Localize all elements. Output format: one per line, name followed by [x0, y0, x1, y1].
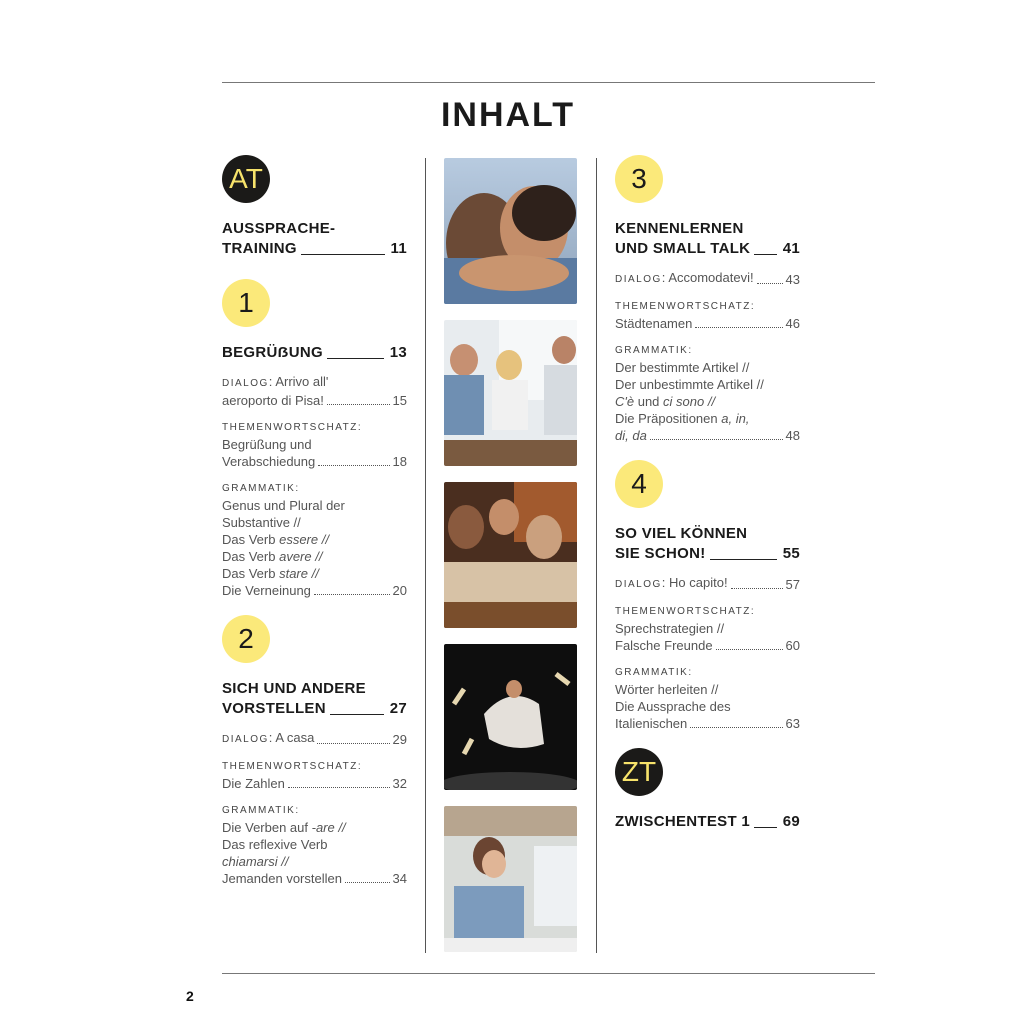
entry-text: Arrivo all' [275, 374, 329, 389]
section-1-entries [222, 373, 407, 599]
entry-text: Das Verb [222, 566, 280, 581]
dialog-entry[interactable]: DIALOG: Accomodatevi! 43 [615, 270, 800, 287]
entry-text: Begrüßung und [222, 437, 312, 452]
photo-meeting [444, 320, 577, 466]
entry-text-italic: chiamarsi // [222, 854, 289, 869]
badge-3: 3 [615, 155, 663, 203]
theme-entry[interactable] [615, 298, 800, 332]
entry-label: DIALOG [615, 274, 662, 285]
theme-entry[interactable] [222, 758, 407, 792]
page-ref: 55 [782, 545, 800, 562]
entry-label: THEMENWORTSCHATZ: [222, 761, 363, 772]
section-title-aussprache[interactable] [222, 219, 407, 259]
entry-text-italic: essere // [279, 532, 329, 547]
page-ref: 18 [392, 454, 407, 469]
photo-hug [444, 158, 577, 304]
entry-text: Italienischen [615, 716, 688, 731]
dot-leader [317, 743, 389, 744]
grammar-entry[interactable] [615, 342, 800, 444]
leader-line [301, 254, 385, 255]
badge-4: 4 [615, 460, 663, 508]
dot-leader [327, 404, 390, 405]
badge-1: 1 [222, 279, 270, 327]
dot-leader [716, 649, 783, 650]
entry-text-italic: stare // [279, 566, 319, 581]
section-title-line: TRAINING [222, 240, 297, 257]
entry-label: GRAMMATIK: [615, 667, 693, 678]
section-title-begruessung[interactable] [222, 343, 407, 363]
entry-label: DIALOG [222, 734, 269, 745]
entry-text-italic: ci sono // [663, 394, 716, 409]
entry-text: Ho capito! [669, 575, 728, 590]
section-title-line: KENNENLERNEN [615, 220, 744, 237]
grammar-entry[interactable] [222, 480, 407, 599]
section-4-entries [615, 574, 800, 732]
entry-text: Jemanden vorstellen [222, 871, 342, 886]
entry-text: Substantive // [222, 515, 301, 530]
theme-entry[interactable] [222, 419, 407, 470]
section-title-line: SIE SCHON! [615, 545, 706, 562]
page-ref: 27 [389, 700, 407, 717]
dialog-entry[interactable]: DIALOG: Ho capito! 57 [615, 575, 800, 592]
section-title-line: BEGRÜẞUNG [222, 344, 323, 361]
section-title-vorstellen[interactable] [222, 679, 407, 719]
entry-text-italic: avere // [279, 549, 323, 564]
leader-line [327, 358, 384, 359]
badge-at: AT [222, 155, 270, 203]
entry-text: Accomodatevi! [668, 270, 754, 285]
leader-line [754, 254, 776, 255]
section-title-line: VORSTELLEN [222, 700, 326, 717]
entry-text: Falsche Freunde [615, 638, 713, 653]
page-ref: 32 [392, 776, 407, 791]
entry-text: Die Präpositionen [615, 411, 722, 426]
entry-text-italic: di, da [615, 428, 647, 443]
page-ref: 41 [782, 240, 800, 257]
section-title-line: ZWISCHENTEST 1 [615, 813, 751, 830]
entry-label: GRAMMATIK: [222, 805, 300, 816]
leader-line [754, 827, 777, 828]
entry-label: DIALOG [222, 378, 269, 389]
section-title-line: SO VIEL KÖNNEN [615, 525, 748, 542]
entry-text: Sprechstrategien // [615, 621, 725, 636]
dot-leader [345, 882, 390, 883]
page-ref: 60 [785, 638, 800, 653]
entry-label: THEMENWORTSCHATZ: [222, 422, 363, 433]
section-title-so-viel[interactable] [615, 524, 800, 564]
page-title: INHALT [440, 96, 576, 134]
dialog-entry[interactable]: DIALOG: A casa 29 [222, 730, 407, 747]
entry-text: Die Verneinung [222, 583, 311, 598]
section-3-entries [615, 269, 800, 444]
theme-entry[interactable] [615, 603, 800, 654]
page-ref: 48 [785, 428, 800, 443]
top-rule [222, 82, 875, 83]
page-ref: 46 [785, 316, 800, 331]
entry-label: GRAMMATIK: [615, 345, 693, 356]
section-title-line: SICH UND ANDERE [222, 680, 366, 697]
dot-leader [731, 588, 783, 589]
entry-text-italic: a, in, [721, 411, 750, 426]
dot-leader [650, 439, 783, 440]
page-ref: 13 [389, 344, 407, 361]
entry-text: Das Verb [222, 549, 280, 564]
badge-zt: ZT [615, 748, 663, 796]
photo-woman-desk [444, 806, 577, 952]
entry-text: Genus und Plural der [222, 498, 345, 513]
entry-text-italic: C'è [615, 394, 635, 409]
page-ref: 57 [785, 577, 800, 592]
entry-text: Der bestimmte Artikel // [615, 360, 750, 375]
dialog-entry[interactable]: DIALOG: Arrivo all' aeroporto di Pisa! 15 [222, 374, 407, 408]
leader-line [710, 559, 777, 560]
dot-leader [695, 327, 782, 328]
section-title-line: UND SMALL TALK [615, 240, 751, 257]
entry-text: Wörter herleiten // [615, 682, 719, 697]
entry-text-italic: -are // [311, 820, 346, 835]
entry-text: aeroporto di Pisa! [222, 393, 324, 408]
dot-leader [318, 465, 389, 466]
grammar-entry[interactable] [615, 664, 800, 732]
entry-label: THEMENWORTSCHATZ: [615, 301, 756, 312]
entry-label: THEMENWORTSCHATZ: [615, 606, 756, 617]
section-title-zwischentest[interactable] [615, 812, 800, 832]
bottom-rule [222, 973, 875, 974]
entry-label: DIALOG [615, 579, 662, 590]
page-ref: 20 [392, 583, 407, 598]
photo-dance [444, 644, 577, 790]
dot-leader [314, 594, 390, 595]
entry-text: Verabschiedung [222, 454, 316, 469]
entry-text: und [634, 394, 664, 409]
page-ref: 43 [785, 272, 800, 287]
entry-label: GRAMMATIK: [222, 483, 300, 494]
page-ref: 15 [392, 393, 407, 408]
entry-text: Städtenamen [615, 316, 693, 331]
entry-text: A casa [275, 730, 315, 745]
entry-text: Der unbestimmte Artikel // [615, 377, 764, 392]
grammar-entry[interactable] [222, 802, 407, 887]
page-ref: 11 [390, 240, 407, 257]
left-column [222, 155, 407, 903]
badge-2: 2 [222, 615, 270, 663]
page-ref: 34 [392, 871, 407, 886]
section-title-line: AUSSPRACHE- [222, 220, 336, 237]
column-divider-left [425, 158, 426, 953]
dot-leader [690, 727, 782, 728]
page-ref: 69 [782, 813, 800, 830]
entry-text: Die Aussprache des [615, 699, 731, 714]
right-column [615, 155, 800, 832]
dot-leader [288, 787, 390, 788]
entry-text: Das reflexive Verb [222, 837, 328, 852]
page-ref: 29 [392, 732, 407, 747]
page-ref: 63 [785, 716, 800, 731]
page-number: 2 [186, 988, 194, 1004]
entry-text: Die Verben auf [222, 820, 312, 835]
section-2-entries [222, 729, 407, 887]
leader-line [330, 714, 384, 715]
entry-text: Die Zahlen [222, 776, 285, 791]
photo-cafe [444, 482, 577, 628]
section-title-kennenlernen[interactable] [615, 219, 800, 259]
entry-text: Das Verb [222, 532, 280, 547]
column-divider-right [596, 158, 597, 953]
dot-leader [757, 283, 783, 284]
